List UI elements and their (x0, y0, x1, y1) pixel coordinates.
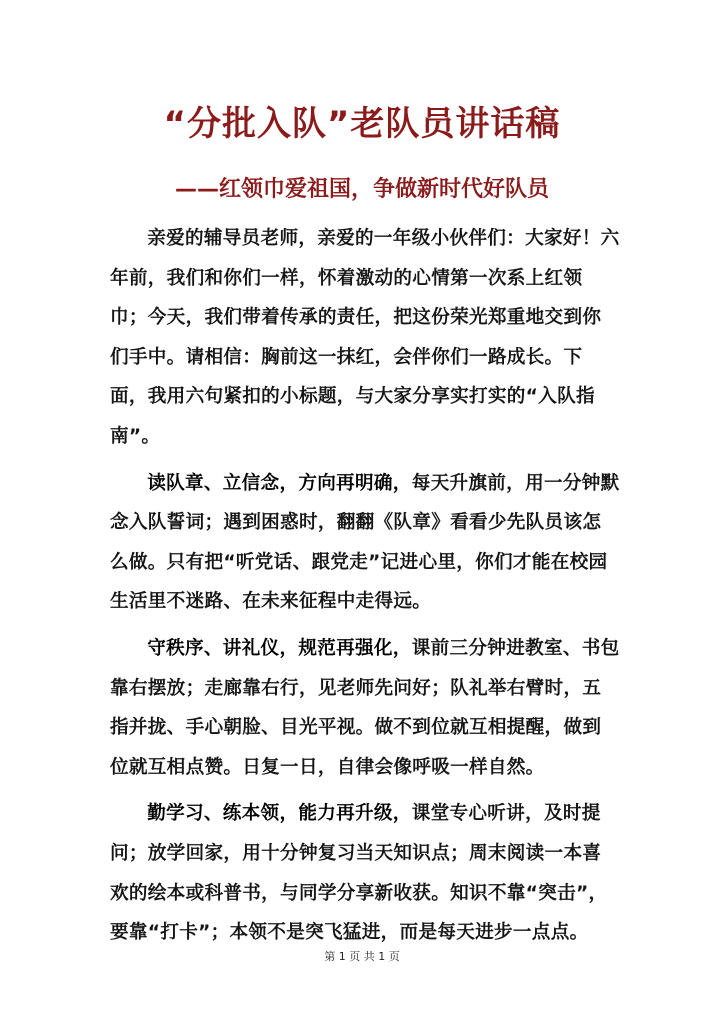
paragraph-greeting (110, 219, 620, 457)
document-body (110, 219, 620, 960)
paragraph-text: 亲爱的辅导员老师，亲爱的一年级小伙伴们：大家好！六年前，我们和你们一样，怀着激动的心情第一次系上红领巾；今天，我们带着传承的责任，把这份荣光郑重地交到你们手中。请相信：胸前这一抹红，会伴你们一路成长。下面，我用六句紧扣的小标题，与大家分享实打实的“入队指南”。 (110, 228, 620, 447)
page-number: 第 1 页 共 1 页 (324, 950, 400, 963)
paragraph-text: 课堂专心听讲，及时提问；放学回家，用十分钟复习当天知识点；周末阅读一本喜欢的绘本或科普书，与同学分享新收获。知识不靠“突击”，要靠“打卡”；本领不是突飞猛进，而是每天进步一点点。 (110, 803, 608, 944)
paragraph-lead: 勤学习、练本领，能力再升级， (147, 803, 412, 825)
paragraph-lead: 读队章、立信念，方向再明确， (147, 472, 412, 494)
paragraph-text: 课前三分钟进教室、书包靠右摆放；走廊靠右行，见老师先问好；队礼举右臂时，五指并拢、手心朝脸、目光平视。做不到位就互相提醒，做到位就互相点赞。日复一日，自律会像呼吸一样自然。 (110, 637, 620, 778)
page-title: “分批入队”老队员讲话稿 (163, 104, 561, 144)
paragraph-study (110, 794, 620, 952)
paragraph-order (110, 629, 620, 787)
paragraph-text: 每天升旗前，用一分钟默念入队誓词；遇到困惑时，翻翻《队章》看看少先队员该怎么做。只有把“听党话、跟党走”记进心里，你们才能在校园生活里不迷路、在未来征程中走得远。 (110, 472, 620, 613)
paragraph-lead: 守秩序、讲礼仪，规范再强化， (147, 637, 412, 659)
page-subtitle: ——红领巾爱祖国，争做新时代好队员 (174, 177, 549, 202)
paragraph-charter (110, 464, 620, 622)
